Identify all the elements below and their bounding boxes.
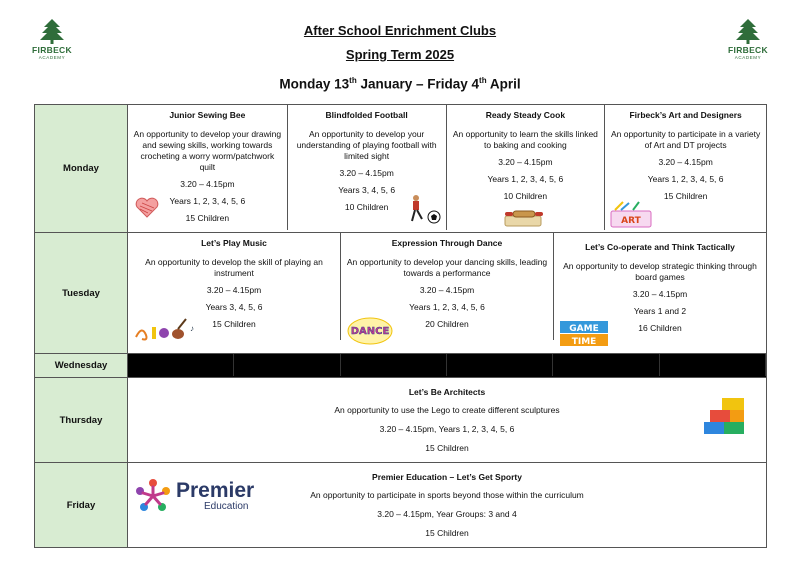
svg-text:ART: ART [621,216,642,226]
club-years: Years 3, 4, 5, 6 [338,185,396,195]
club-lets-play-music [128,233,341,340]
term-title: Spring Term 2025 [345,47,455,62]
club-description: An opportunity to use the Lego to create different sculptures [334,405,560,415]
yarn-heart-icon [134,197,160,219]
svg-text:TIME: TIME [571,337,597,347]
football-player-icon [406,193,442,225]
club-lets-be-architects [128,378,767,463]
club-years: Years 1 and 2 [633,306,687,316]
club-blindfolded-football [288,105,447,230]
club-time: 3.20 – 4.15pm [180,179,235,189]
club-description: An opportunity to learn the skills linked to baking and cooking [452,129,598,150]
club-description: An opportunity to develop your dancing skills, leading towards a performance [346,257,548,278]
club-description: An opportunity to develop your drawing and sewing skills, working towards crocheting a worry worm/patchwork quilt [133,129,282,172]
club-expression-through-dance [341,233,554,340]
club-capacity: 15 Children [425,443,469,453]
club-description: An opportunity to develop strategic thinking through board games [563,261,757,282]
lego-bricks-icon [702,396,748,436]
club-capacity: 15 Children [185,213,230,223]
dance-badge-icon [345,311,395,347]
club-capacity: 20 Children [425,319,469,329]
thursday-row [35,378,767,463]
svg-text:DANCE: DANCE [350,326,390,337]
club-capacity: 10 Children [503,191,548,201]
club-time: 3.20 – 4.15pm [658,157,713,167]
club-description: An opportunity to develop the skill of playing an instrument [145,257,323,278]
day-label-tuesday: Tuesday [35,233,128,354]
premier-star-icon [134,477,172,515]
school-sub: ACADEMY [38,55,66,60]
wednesday-row [35,354,767,378]
club-description: An opportunity to participate in a variety of Art and DT projects [610,129,761,150]
school-sub: ACADEMY [734,55,762,60]
club-time: 3.20 – 4.15pm [339,168,394,178]
club-years: Years 1, 2, 3, 4, 5, 6 [169,196,246,206]
club-time: 3.20 – 4.15pm [206,285,262,295]
club-firbecks-art-and-designers [605,105,766,230]
page-title: After School Enrichment Clubs [303,23,497,38]
club-time: 3.20 – 4.15pm [419,285,475,295]
game-time-icon [558,319,610,349]
club-name: Let’s Be Architects [408,387,486,397]
wednesday-no-clubs [128,354,767,378]
school-name: FIRBECK [32,45,72,55]
day-label-monday: Monday [35,105,128,233]
club-capacity: 15 Children [212,319,256,329]
clubs-timetable [34,104,767,548]
club-time-years: 3.20 – 4.15pm, Year Groups: 3 and 4 [377,509,517,519]
club-ready-steady-cook [447,105,606,230]
music-instruments-icon [132,317,196,343]
club-name: Junior Sewing Bee [169,110,246,120]
club-junior-sewing-bee [128,105,288,230]
club-time: 3.20 – 4.15pm [498,157,553,167]
club-description: An opportunity to develop your understanding of playing football with limited sight [296,129,437,161]
club-name: Let’s Play Music [201,238,267,248]
club-description: An opportunity to participate in sports beyond those within the curriculum [310,490,584,500]
friday-row [35,463,767,548]
art-craft-icon [607,201,657,229]
club-name: Premier Education – Let’s Get Sporty [372,472,522,482]
svg-text:♪: ♪ [190,324,194,333]
premier-logo-text: Premier [176,478,255,502]
day-label-thursday: Thursday [35,378,128,463]
page-header [0,22,800,94]
club-capacity: 10 Children [344,202,389,212]
premier-logo-subtext: Education [204,500,249,512]
club-time-years: 3.20 – 4.15pm, Years 1, 2, 3, 4, 5, 6 [379,424,515,434]
club-time: 3.20 – 4.15pm [632,289,688,299]
club-years: Years 1, 2, 3, 4, 5, 6 [409,302,485,312]
svg-text:GAME: GAME [569,324,599,334]
club-capacity: 16 Children [638,323,682,333]
day-label-friday: Friday [35,463,128,548]
club-capacity: 15 Children [663,191,708,201]
rolling-pin-icon [501,207,545,229]
school-name: FIRBECK [728,45,768,55]
club-name: Blindfolded Football [325,110,408,120]
club-capacity: 15 Children [425,528,469,538]
club-name: Firbeck’s Art and Designers [629,110,742,120]
club-years: Years 1, 2, 3, 4, 5, 6 [647,174,724,184]
club-years: Years 3, 4, 5, 6 [205,302,263,312]
term-dates: Monday 13th January – Friday 4th April [279,76,521,92]
club-premier-education-lets-get-sporty [128,463,767,548]
club-name: Let’s Co-operate and Think Tactically [585,242,735,252]
tuesday-row [35,233,767,354]
club-name: Ready Steady Cook [485,110,566,120]
day-label-wednesday: Wednesday [35,354,128,378]
monday-row [35,105,767,233]
premier-education-logo [134,477,254,515]
club-lets-cooperate-and-think-tactically [554,233,766,347]
club-name: Expression Through Dance [391,238,503,248]
club-years: Years 1, 2, 3, 4, 5, 6 [487,174,564,184]
